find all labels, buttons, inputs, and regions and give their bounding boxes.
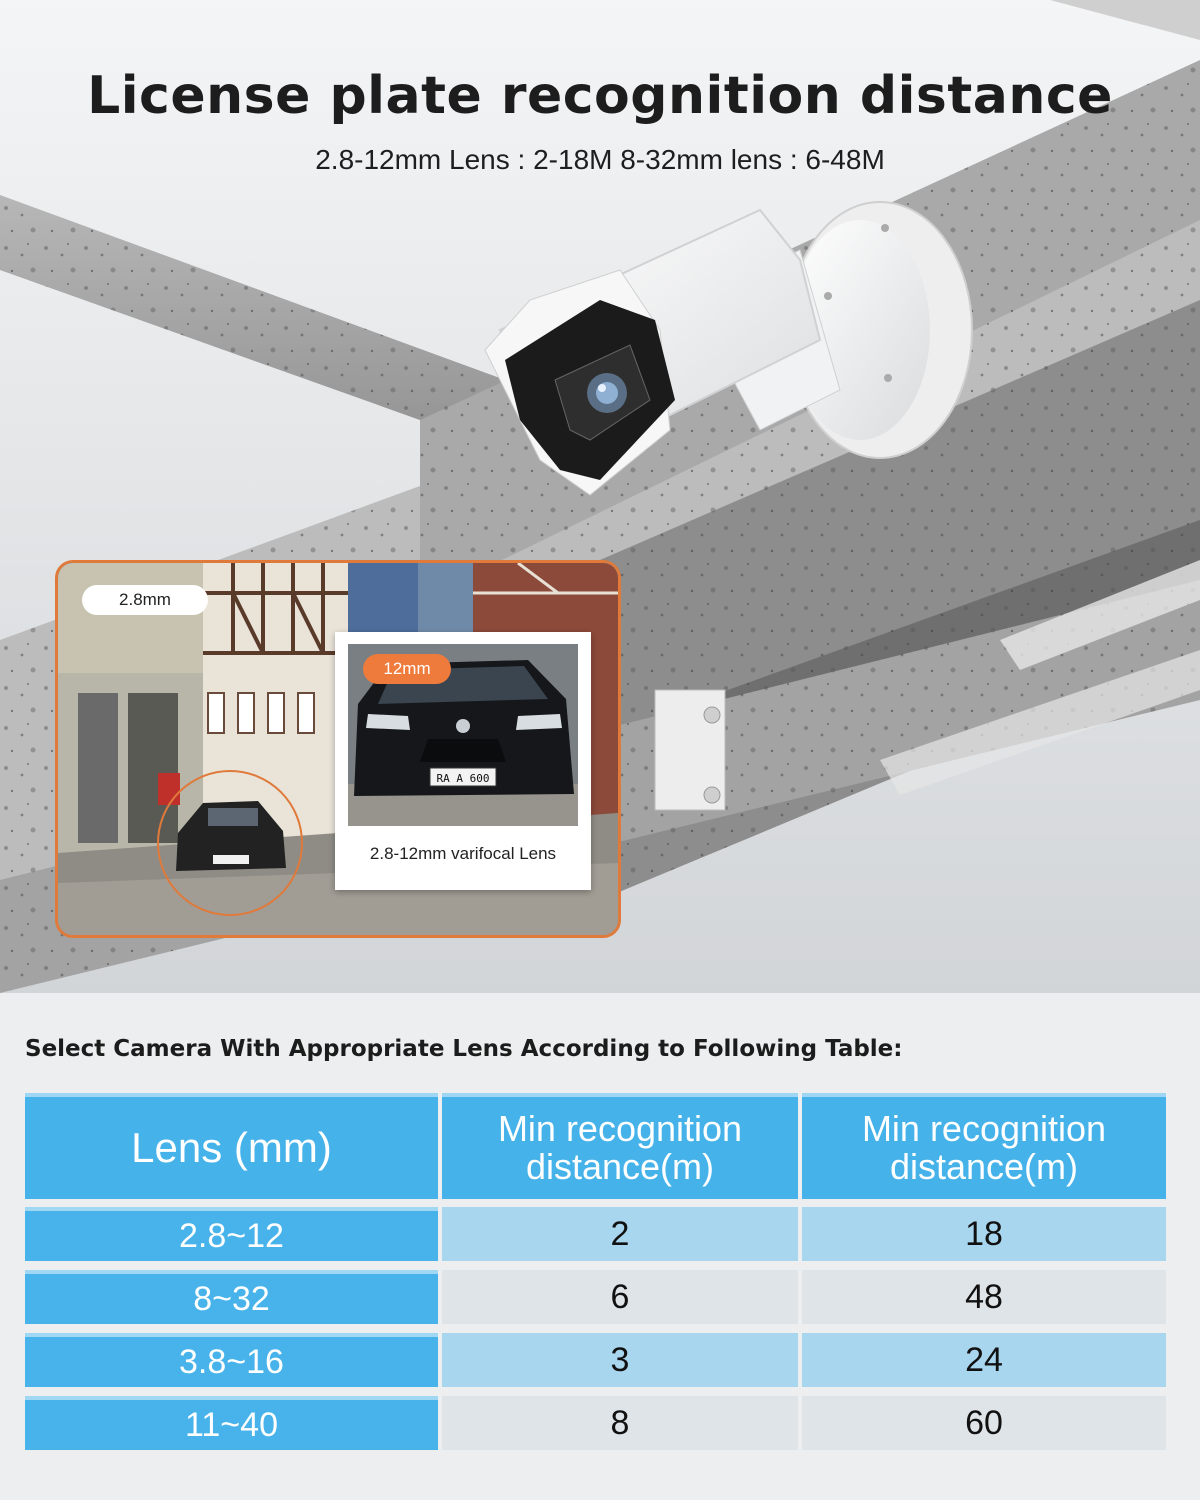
- table-cell-min: 8: [442, 1396, 798, 1450]
- wide-angle-label: 2.8mm: [82, 585, 208, 615]
- table-cell-max: 18: [802, 1207, 1166, 1261]
- table-cell-min: 6: [442, 1270, 798, 1324]
- table-cell-max: 60: [802, 1396, 1166, 1450]
- page-title: License plate recognition distance: [87, 66, 1113, 126]
- header-min-distance: Min recognition distance(m): [442, 1093, 798, 1199]
- table-cell-lens: 8~32: [25, 1270, 438, 1324]
- table-cell-max: 24: [802, 1333, 1166, 1387]
- table-cell-min: 3: [442, 1333, 798, 1387]
- table-cell-lens: 11~40: [25, 1396, 438, 1450]
- lens-comparison-photo: [55, 560, 621, 938]
- table-heading: Select Camera With Appropriate Lens According to Following Table:: [25, 1036, 903, 1062]
- table-cell-min: 2: [442, 1207, 798, 1261]
- table-cell-max: 48: [802, 1270, 1166, 1324]
- table-cell-lens: 2.8~12: [25, 1207, 438, 1261]
- zoomed-inset-photo: [335, 632, 591, 890]
- header-lens: Lens (mm): [25, 1093, 438, 1199]
- license-plate: RA A 600: [436, 772, 490, 785]
- lens-caption: 2.8-12mm varifocal Lens: [369, 844, 557, 863]
- header-max-distance: Min recognition distance(m): [802, 1093, 1166, 1199]
- table-cell-lens: 3.8~16: [25, 1333, 438, 1387]
- lens-selection-section: [0, 993, 1200, 1500]
- page-subtitle: 2.8-12mm Lens : 2-18M 8-32mm lens : 6-48M: [315, 144, 885, 175]
- telephoto-label: 12mm: [363, 654, 451, 684]
